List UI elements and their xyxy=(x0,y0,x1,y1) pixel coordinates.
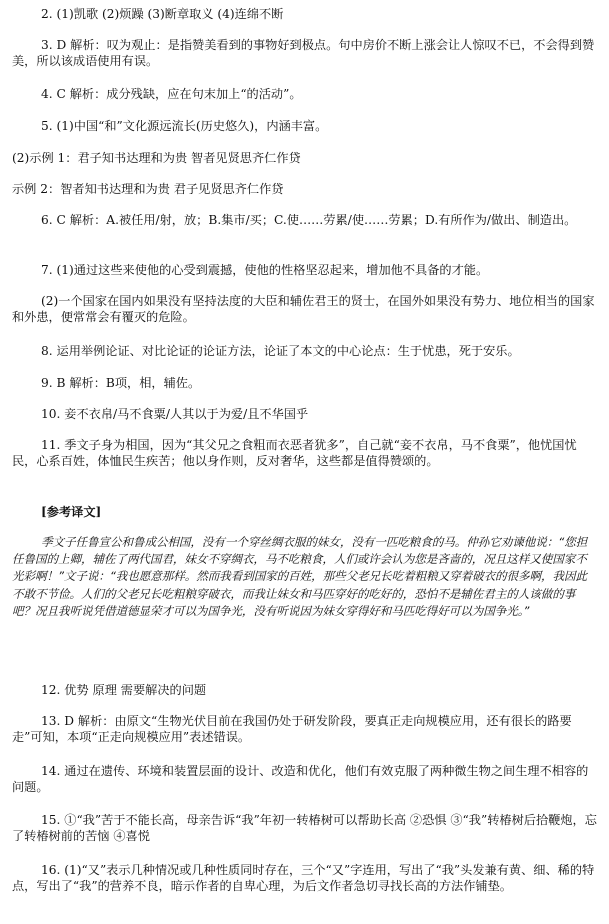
answer-14: 14. 通过在遗传、环境和装置层面的设计、改造和优化，他们有效克服了两种微生物之间生理不相容的问题。 xyxy=(12,764,589,794)
answer-9: 9. B 解析：B项，相，辅佐。 xyxy=(41,376,201,390)
answer-13: 13. D 解析：由原文“生物光伏目前在我国仍处于研发阶段，要真正走向规模应用，还有很长的路要走”可知，本项“正走向规模应用”表述错误。 xyxy=(12,714,572,744)
answer-3: 3. D 解析：叹为观止：是指赞美看到的事物好到极点。句中房价不断上涨会让人惊叹不已，不会得到赞美，所以该成语使用有误。 xyxy=(12,38,595,68)
answer-5-part-1: 5. (1)中国“和”文化源远流长(历史悠久)，内涵丰富。 xyxy=(41,119,328,133)
answer-15: 15. ①“我”苦于不能长高，母亲告诉“我”年初一转椿树可以帮助长高 ②恐惧 ③“我”转椿树后拾鞭炮，忘了转椿树前的苦恼 ④喜悦 xyxy=(12,813,597,843)
reference-translation-text: 季文子任鲁宣公和鲁成公相国，没有一个穿丝绸衣服的妹女，没有一匹吃粮食的马。仲孙它劝谏他说：“您担任鲁国的上卿，辅佐了两代国君，妹女不穿绸衣，马不吃粮食，人们或许会认为您是吝啬的，况且这样又使国家不光彩啊！”文子说：“我也愿意那样。然而我看到国家的百姓，那些父老兄长吃着粗粮又穿着破衣的很多啊，我因此不敢不节俭。人们的父老兄长吃粗粮穿破衣，而我让妹女和马匹穿好的吃好的，恐怕不是辅佐君主的人该做的事吧？况且我听说凭借道德显荣才可以为国争光，没有听说因为妹女穿得好和马匹吃得好可以为国争光。” xyxy=(12,535,588,618)
answer-12: 12. 优势 原理 需要解决的问题 xyxy=(41,683,207,697)
answer-16: 16. (1)“又”表示几种情况或几种性质同时存在，三个“又”字连用，写出了“我”头发兼有黄、细、稀的特点，写出了“我”的营养不良，暗示作者的自卑心理，为后文作者急切寻找长高的方法作铺垫。 xyxy=(12,863,595,893)
reference-translation-label: [参考译文] xyxy=(41,505,102,519)
answer-5-example-1: (2)示例 1：君子知书达理和为贵 智者见贤思齐仁作贷 xyxy=(12,151,301,165)
answer-8: 8. 运用举例论证、对比论证的论证方法，论证了本文的中心论点：生于忧患，死于安乐。 xyxy=(41,344,520,358)
answer-4: 4. C 解析：成分残缺，应在句末加上“的活动”。 xyxy=(41,87,302,101)
answer-11: 11. 季文子身为相国，因为“其父兄之食粗而衣恶者犹多”，自己就“妾不衣帛，马不食粟”，他忧国忧民，心系百姓，体恤民生疾苦；他以身作则，反对奢华，这些都是值得赞颂的。 xyxy=(12,438,577,468)
answer-7-part-2: (2)一个国家在国内如果没有坚持法度的大臣和辅佐君王的贤士，在国外如果没有势力、地位相当的国家和外患，便常常会有覆灭的危险。 xyxy=(12,294,595,324)
answer-6: 6. C 解析：A.被任用/射，放；B.集市/买；C.使……劳累/使……劳累；D.有所作为/做出、制造出。 xyxy=(41,213,577,227)
answer-5-example-2: 示例 2：智者知书达理和为贵 君子见贤思齐仁作贷 xyxy=(12,182,284,196)
answer-2: 2. (1)凯歌 (2)烦躁 (3)断章取义 (4)连绵不断 xyxy=(41,7,284,21)
answer-10: 10. 妾不衣帛/马不食粟/人其以于为爱/且不华国乎 xyxy=(41,407,309,421)
answer-7-part-1: 7. (1)通过这些来使他的心受到震撼，使他的性格坚忍起来，增加他不具备的才能。 xyxy=(41,263,489,277)
